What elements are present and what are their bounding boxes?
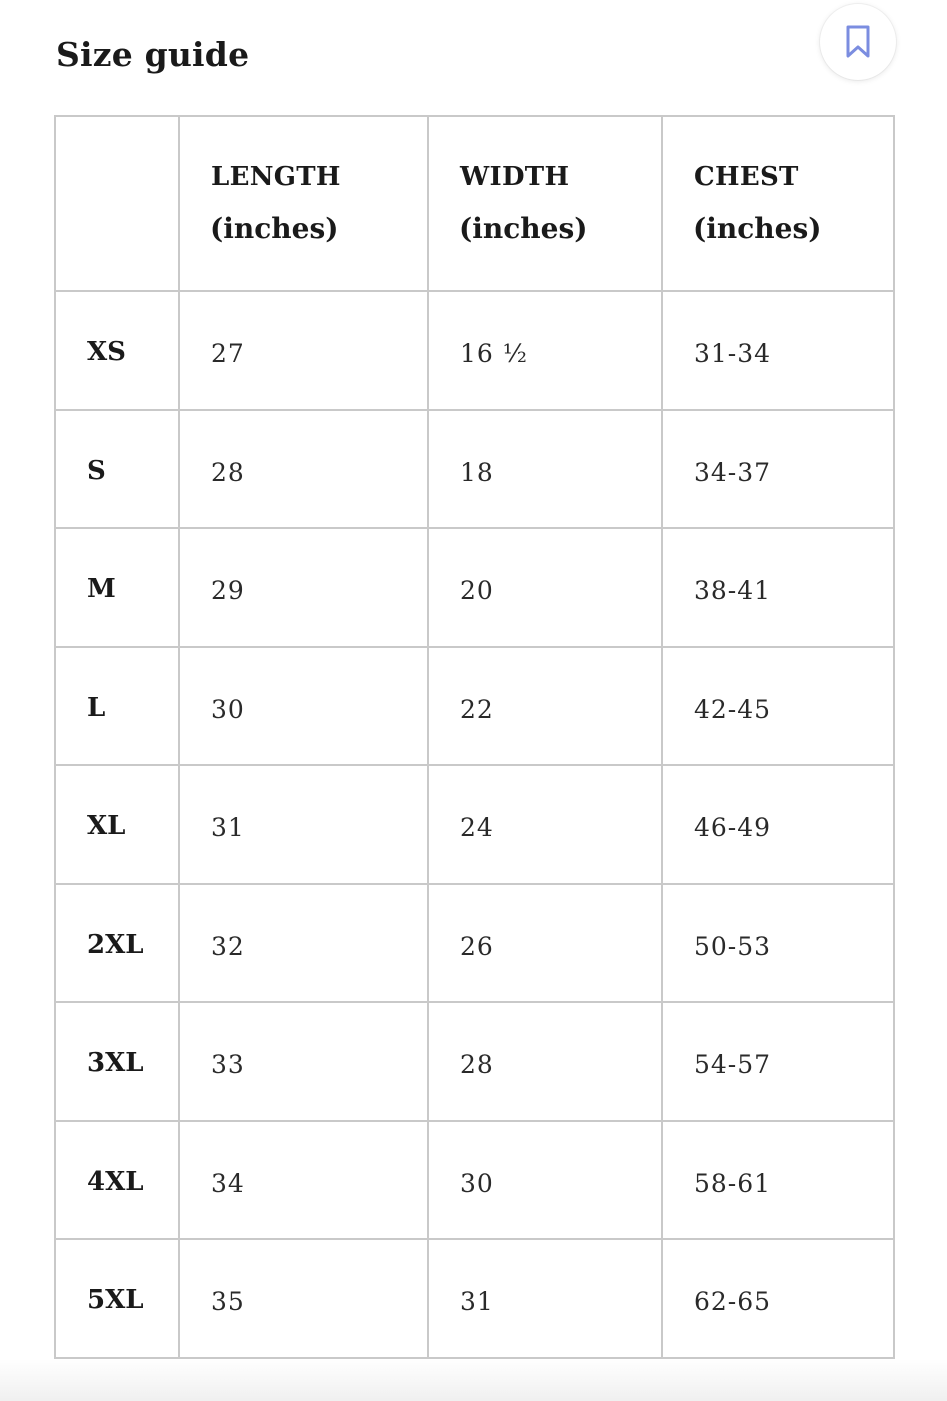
size-cell: XS (55, 291, 179, 410)
size-cell: 5XL (55, 1239, 179, 1358)
width-cell: 24 (428, 765, 662, 884)
table-row (55, 1121, 894, 1240)
table-row (55, 884, 894, 1003)
bottom-fade (0, 1359, 947, 1401)
chest-cell: 50-53 (662, 884, 894, 1003)
table-header-row (55, 116, 894, 291)
table-row (55, 1002, 894, 1121)
length-cell: 31 (179, 765, 428, 884)
header-label: CHEST (694, 162, 799, 192)
size-cell: M (55, 528, 179, 647)
size-cell: 3XL (55, 1002, 179, 1121)
length-cell: 28 (179, 410, 428, 529)
size-cell: L (55, 647, 179, 766)
length-cell: 32 (179, 884, 428, 1003)
header-label: LENGTH (211, 162, 341, 192)
page-title: Size guide (56, 35, 250, 74)
length-cell: 35 (179, 1239, 428, 1358)
table-row (55, 528, 894, 647)
header-cell-chest (662, 116, 894, 291)
width-cell: 30 (428, 1121, 662, 1240)
length-cell: 33 (179, 1002, 428, 1121)
size-cell: XL (55, 765, 179, 884)
header-cell-length (179, 116, 428, 291)
header-unit: (inches) (693, 212, 822, 245)
header-cell-size (55, 116, 179, 291)
chest-cell: 46-49 (662, 765, 894, 884)
chest-cell: 38-41 (662, 528, 894, 647)
bookmark-icon (845, 25, 871, 59)
chest-cell: 31-34 (662, 291, 894, 410)
width-cell: 20 (428, 528, 662, 647)
length-cell: 27 (179, 291, 428, 410)
table-row (55, 765, 894, 884)
width-cell: 16 ½ (428, 291, 662, 410)
header-unit: (inches) (459, 212, 588, 245)
chest-cell: 58-61 (662, 1121, 894, 1240)
bookmark-button[interactable] (820, 4, 896, 80)
size-cell: 4XL (55, 1121, 179, 1240)
width-cell: 22 (428, 647, 662, 766)
header-unit: (inches) (210, 212, 339, 245)
header-cell-width (428, 116, 662, 291)
chest-cell: 34-37 (662, 410, 894, 529)
width-cell: 18 (428, 410, 662, 529)
table-row (55, 1239, 894, 1358)
width-cell: 31 (428, 1239, 662, 1358)
size-cell: S (55, 410, 179, 529)
table-row (55, 410, 894, 529)
chest-cell: 54-57 (662, 1002, 894, 1121)
size-guide-table (54, 115, 895, 1359)
length-cell: 34 (179, 1121, 428, 1240)
width-cell: 26 (428, 884, 662, 1003)
size-cell: 2XL (55, 884, 179, 1003)
length-cell: 30 (179, 647, 428, 766)
table-row (55, 647, 894, 766)
chest-cell: 62-65 (662, 1239, 894, 1358)
width-cell: 28 (428, 1002, 662, 1121)
header-label: WIDTH (460, 162, 570, 192)
length-cell: 29 (179, 528, 428, 647)
table-row (55, 291, 894, 410)
chest-cell: 42-45 (662, 647, 894, 766)
